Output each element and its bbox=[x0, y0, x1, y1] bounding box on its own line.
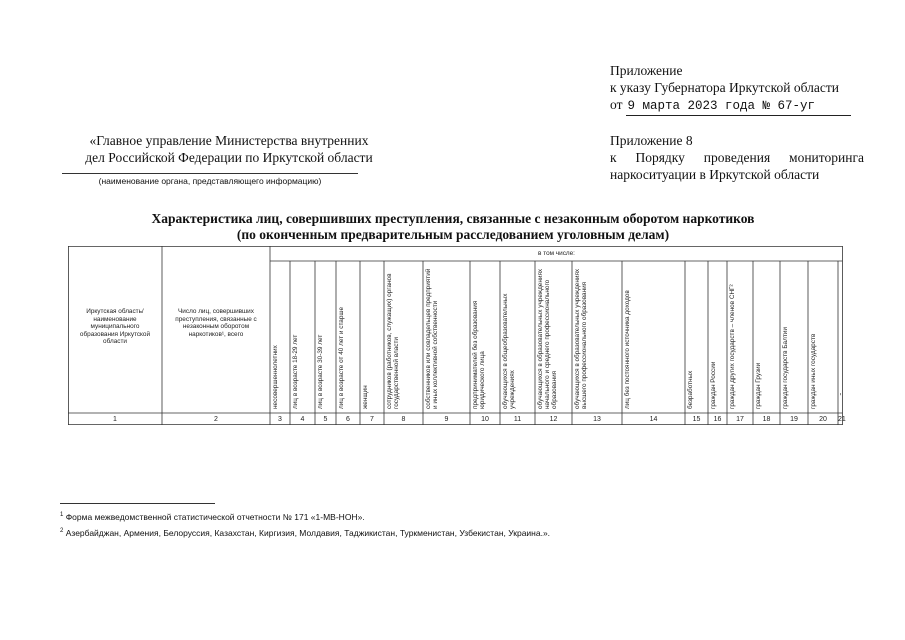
subheader-7: женщин bbox=[362, 385, 369, 409]
appendix8-line2: наркоситуации в Иркутской области bbox=[610, 167, 820, 182]
footnote-separator bbox=[60, 503, 215, 504]
appendix8-line1: к Порядку проведения мониторинга bbox=[610, 150, 864, 165]
column-number-1: 1 bbox=[113, 416, 117, 423]
footnote-2-text: Азербайджан, Армения, Белоруссия, Казахстан, Киргизия, Молдавия, Таджикистан, Туркменистан, Узбекистан, Украина.». bbox=[65, 528, 551, 538]
column-number-16: 16 bbox=[713, 416, 722, 423]
column-number-19: 19 bbox=[790, 416, 798, 423]
subheader-20: граждан иных государств bbox=[810, 333, 817, 409]
agency-underline bbox=[62, 173, 358, 174]
title-line1: Характеристика лиц, совершивших преступления, связанные с незаконным оборотом наркотиков bbox=[151, 211, 755, 226]
title-line2: (по оконченным предварительным расследованием уголовным делам) bbox=[236, 227, 670, 242]
column-number-6: 6 bbox=[346, 416, 350, 423]
agency-block bbox=[62, 132, 396, 166]
subheader-8: сотрудников (работников, служащих) органов государственной власти bbox=[386, 273, 400, 409]
appendix-title: Приложение bbox=[610, 63, 683, 78]
column-number-5: 5 bbox=[323, 416, 328, 423]
column-number-14: 14 bbox=[649, 416, 658, 423]
column-number-7: 7 bbox=[370, 416, 374, 423]
agency-line1: «Главное управление Министерства внутренних bbox=[89, 133, 369, 148]
subheader-19: граждан государств Балтии bbox=[782, 327, 789, 409]
footnote-1-mark: 1 bbox=[60, 512, 64, 519]
subheader-3: несовершеннолетних bbox=[272, 345, 279, 409]
subheader-16: граждан России bbox=[710, 361, 717, 409]
subheader-6: лиц в возрасте от 40 лет и старше bbox=[338, 306, 345, 409]
appendix-block bbox=[610, 62, 851, 116]
subheader-14: лиц без постоянного источника доходов bbox=[624, 290, 631, 409]
column-number-20: 20 bbox=[819, 416, 827, 423]
appendix-decree: к указу Губернатора Иркутской области bbox=[610, 80, 839, 95]
column-number-4: 4 bbox=[300, 416, 305, 423]
subheader-10: предпринимателей без образования юридического лица bbox=[472, 300, 486, 409]
document-title bbox=[62, 211, 844, 243]
column-number-8: 8 bbox=[401, 416, 406, 423]
column-number-3: 3 bbox=[278, 416, 282, 423]
column-number-10: 10 bbox=[481, 416, 489, 423]
subheader-9: собственников или совладельцев предприятий и иных коллективной собственности bbox=[425, 268, 439, 409]
column-number-2: 2 bbox=[214, 416, 218, 423]
footnote-1 bbox=[60, 512, 365, 522]
group-header: в том числе: bbox=[538, 250, 575, 257]
appendix8-title: Приложение 8 bbox=[610, 133, 693, 148]
column-number-21: 21 bbox=[838, 416, 846, 423]
column-number-9: 9 bbox=[444, 416, 449, 423]
subheader-17: граждан других государств – членов СНГ² bbox=[729, 284, 736, 409]
subheader-15: безработных bbox=[687, 370, 694, 409]
column-number-15: 15 bbox=[692, 416, 701, 423]
subheader-11: обучающихся в общеобразовательных учреждениях bbox=[502, 293, 516, 409]
column-number-11: 11 bbox=[513, 416, 522, 423]
agency-line2: дел Российской Федерации по Иркутской области bbox=[85, 150, 373, 165]
column-number-18: 18 bbox=[762, 416, 771, 423]
appendix-date-number: 9 марта 2023 года № 67-уг bbox=[626, 98, 851, 116]
footnote-2-mark: 2 bbox=[60, 528, 64, 535]
appendix-date-line bbox=[610, 96, 851, 116]
footnote-2 bbox=[60, 528, 550, 538]
subheader-21 bbox=[840, 267, 841, 409]
subheader-13: обучающихся в образовательных учреждениях высшего профессионального образования bbox=[574, 268, 588, 409]
column-number-12: 12 bbox=[549, 416, 558, 423]
data-table bbox=[68, 246, 846, 425]
subheader-18: граждан Грузии bbox=[755, 362, 762, 409]
footnote-1-text: Форма межведомственной статистической отчетности № 171 «1-МВ-НОН». bbox=[65, 512, 365, 522]
subheader-5: лиц в возрасте 30-39 лет bbox=[317, 334, 324, 409]
col2-header: Число лиц, совершивших преступления, связанные с незаконным оборотом наркотиков¹, всего bbox=[175, 308, 257, 338]
appendix8-block bbox=[610, 132, 864, 183]
agency-note: (наименование органа, представляющего информацию) bbox=[98, 176, 322, 186]
column-number-17: 17 bbox=[736, 416, 744, 423]
subheader-4: лиц в возрасте 18-29 лет bbox=[292, 334, 299, 409]
col1-header: Иркутская область/ наименование муниципального образования Иркутской области bbox=[79, 308, 151, 346]
column-number-13: 13 bbox=[593, 416, 601, 423]
subheader-12: обучающихся в образовательных учреждениях начального и среднего профессионального образования bbox=[537, 268, 558, 409]
appendix-from: от bbox=[610, 97, 623, 112]
